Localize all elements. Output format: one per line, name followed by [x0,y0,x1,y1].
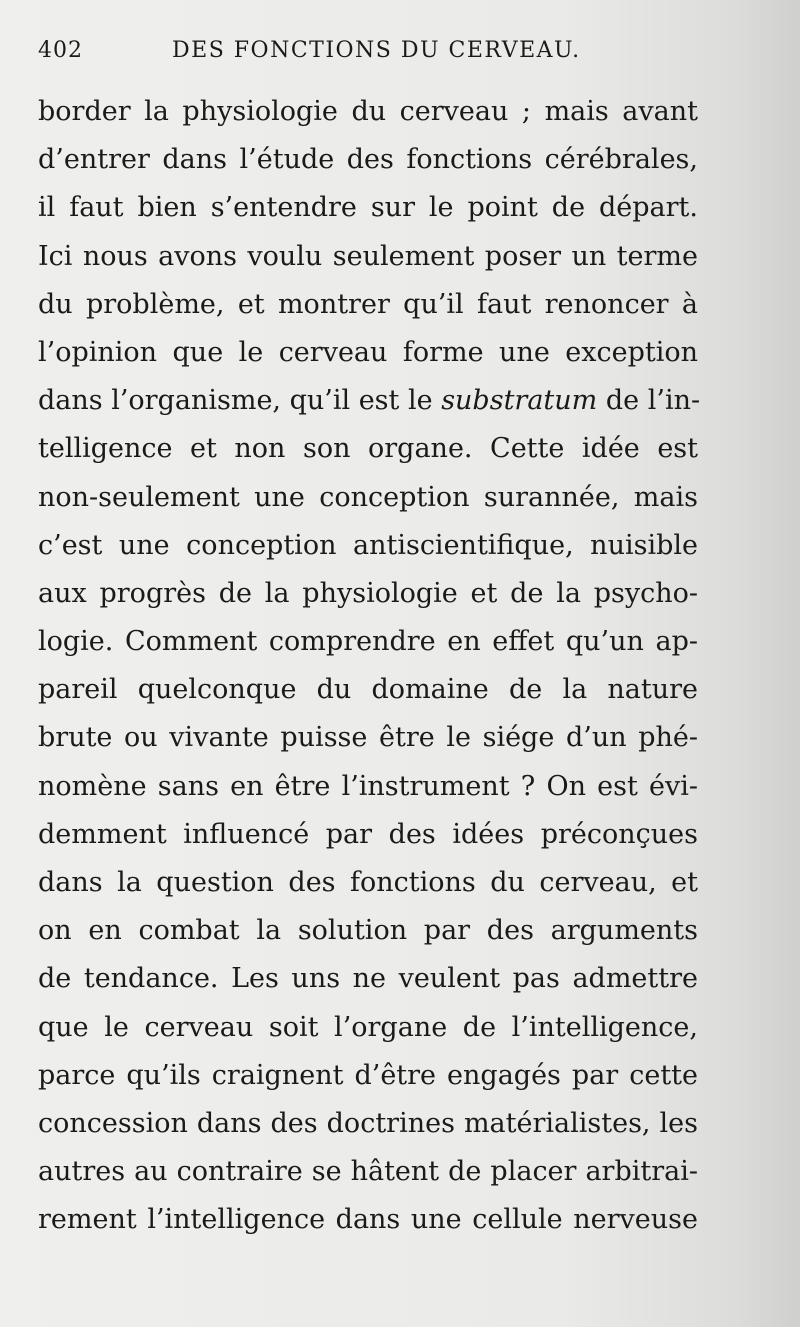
text-line-2: d’entrer dans l’étude des fonctions cérébrales, [38,144,698,176]
text-line-11: aux progrès de la physiologie et de la psycho- [38,577,698,609]
text-line-20: que le cerveau soit l’organe de l’intelligence, [38,1011,698,1043]
running-title: DES FONCTIONS DU CERVEAU. [172,38,581,63]
text-line-24: rement l’intelligence dans une cellule nerveuse [38,1204,698,1236]
text-line-7 [38,377,701,425]
text-line-18: on en combat la solution par des arguments [38,915,698,947]
text-line-15: nomène sans en être l’instrument ? On est évi- [38,770,698,802]
text-line-16: demment influencé par des idées préconçues [38,818,698,850]
text-line-5: du problème, et montrer qu’il faut renoncer à [38,288,698,320]
text-line-19: de tendance. Les uns ne veulent pas admettre [38,963,698,995]
text-line-21: parce qu’ils craignent d’être engagés par cette [38,1059,698,1091]
body-text [38,88,701,1245]
text-line-10: c’est une conception antiscientifique, nuisible [38,529,698,561]
text-line-7-end: de l’in- [605,385,701,417]
text-line-3: il faut bien s’entendre sur le point de départ. [38,192,698,224]
text-line-14: brute ou vivante puisse être le siége d’un phé- [38,722,698,754]
text-line-6: l’opinion que le cerveau forme une exception [38,336,698,368]
text-line-23: autres au contraire se hâtent de placer arbitrai- [38,1156,698,1188]
text-line-22: concession dans des doctrines matérialistes, les [38,1107,698,1139]
text-line-9: non-seulement une conception surannée, mais [38,481,698,513]
italic-term: substratum [441,385,598,417]
text-line-7-start: dans l’organisme, qu’il est le [38,385,433,417]
text-line-1: border la physiologie du cerveau ; mais avant [38,96,698,127]
text-line-4: Ici nous avons voulu seulement poser un terme [38,240,698,272]
text-line-13: pareil quelconque du domaine de la nature [38,674,698,706]
page-header [38,38,738,78]
page-number: 402 [38,38,83,63]
text-line-12: logie. Comment comprendre en effet qu’un ap- [38,626,698,658]
text-line-17: dans la question des fonctions du cerveau, et [38,867,698,898]
text-line-8: telligence et non son organe. Cette idée est [38,433,698,465]
